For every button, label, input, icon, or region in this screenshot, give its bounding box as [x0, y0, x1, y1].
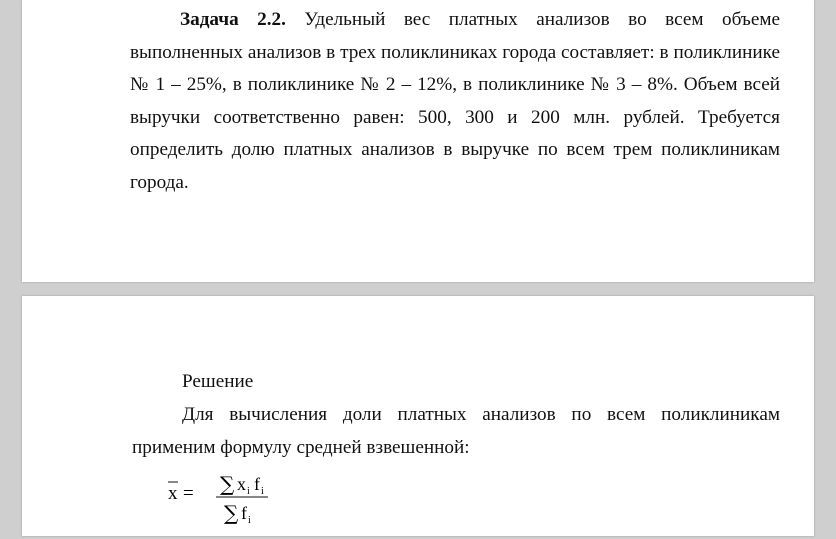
numerator-var-x: x [237, 474, 246, 494]
denominator-var-f: f [241, 503, 247, 523]
numerator-sub-i-1: i [247, 486, 250, 497]
solution-paragraph: Для вычисления доли платных анализов по всем поликлиникам применим формулу средней взвешенной: [132, 404, 780, 458]
numerator-sum-symbol: ∑ [220, 472, 235, 496]
task-paragraph [130, 4, 780, 199]
weighted-mean-formula [166, 469, 306, 539]
numerator-sub-i-2: i [261, 486, 264, 497]
solution-heading: Решение [182, 371, 254, 392]
denominator-sum-symbol: ∑ [224, 501, 239, 525]
document-page-2 [22, 296, 814, 536]
task-title: Задача 2.2. [180, 9, 286, 30]
formula-lhs: x [168, 483, 178, 504]
task-text: Удельный вес платных анализов во всем объеме выполненных анализов в трех поликлиниках города составляет: в поликлинике № 1 – 25%, в поликлинике № 2 – 12%, в поликлинике № 3 – 8%. Объем всей выручки соответственно равен: 500, 300 и 200 млн. рублей. Требуется определить долю платных анализов в выручке по всем трем поликлиникам города. [130, 9, 780, 193]
denominator-sub-i: i [248, 515, 251, 526]
numerator-var-f: f [254, 474, 260, 494]
document-page-1 [22, 0, 814, 282]
formula-equals: = [183, 483, 194, 504]
